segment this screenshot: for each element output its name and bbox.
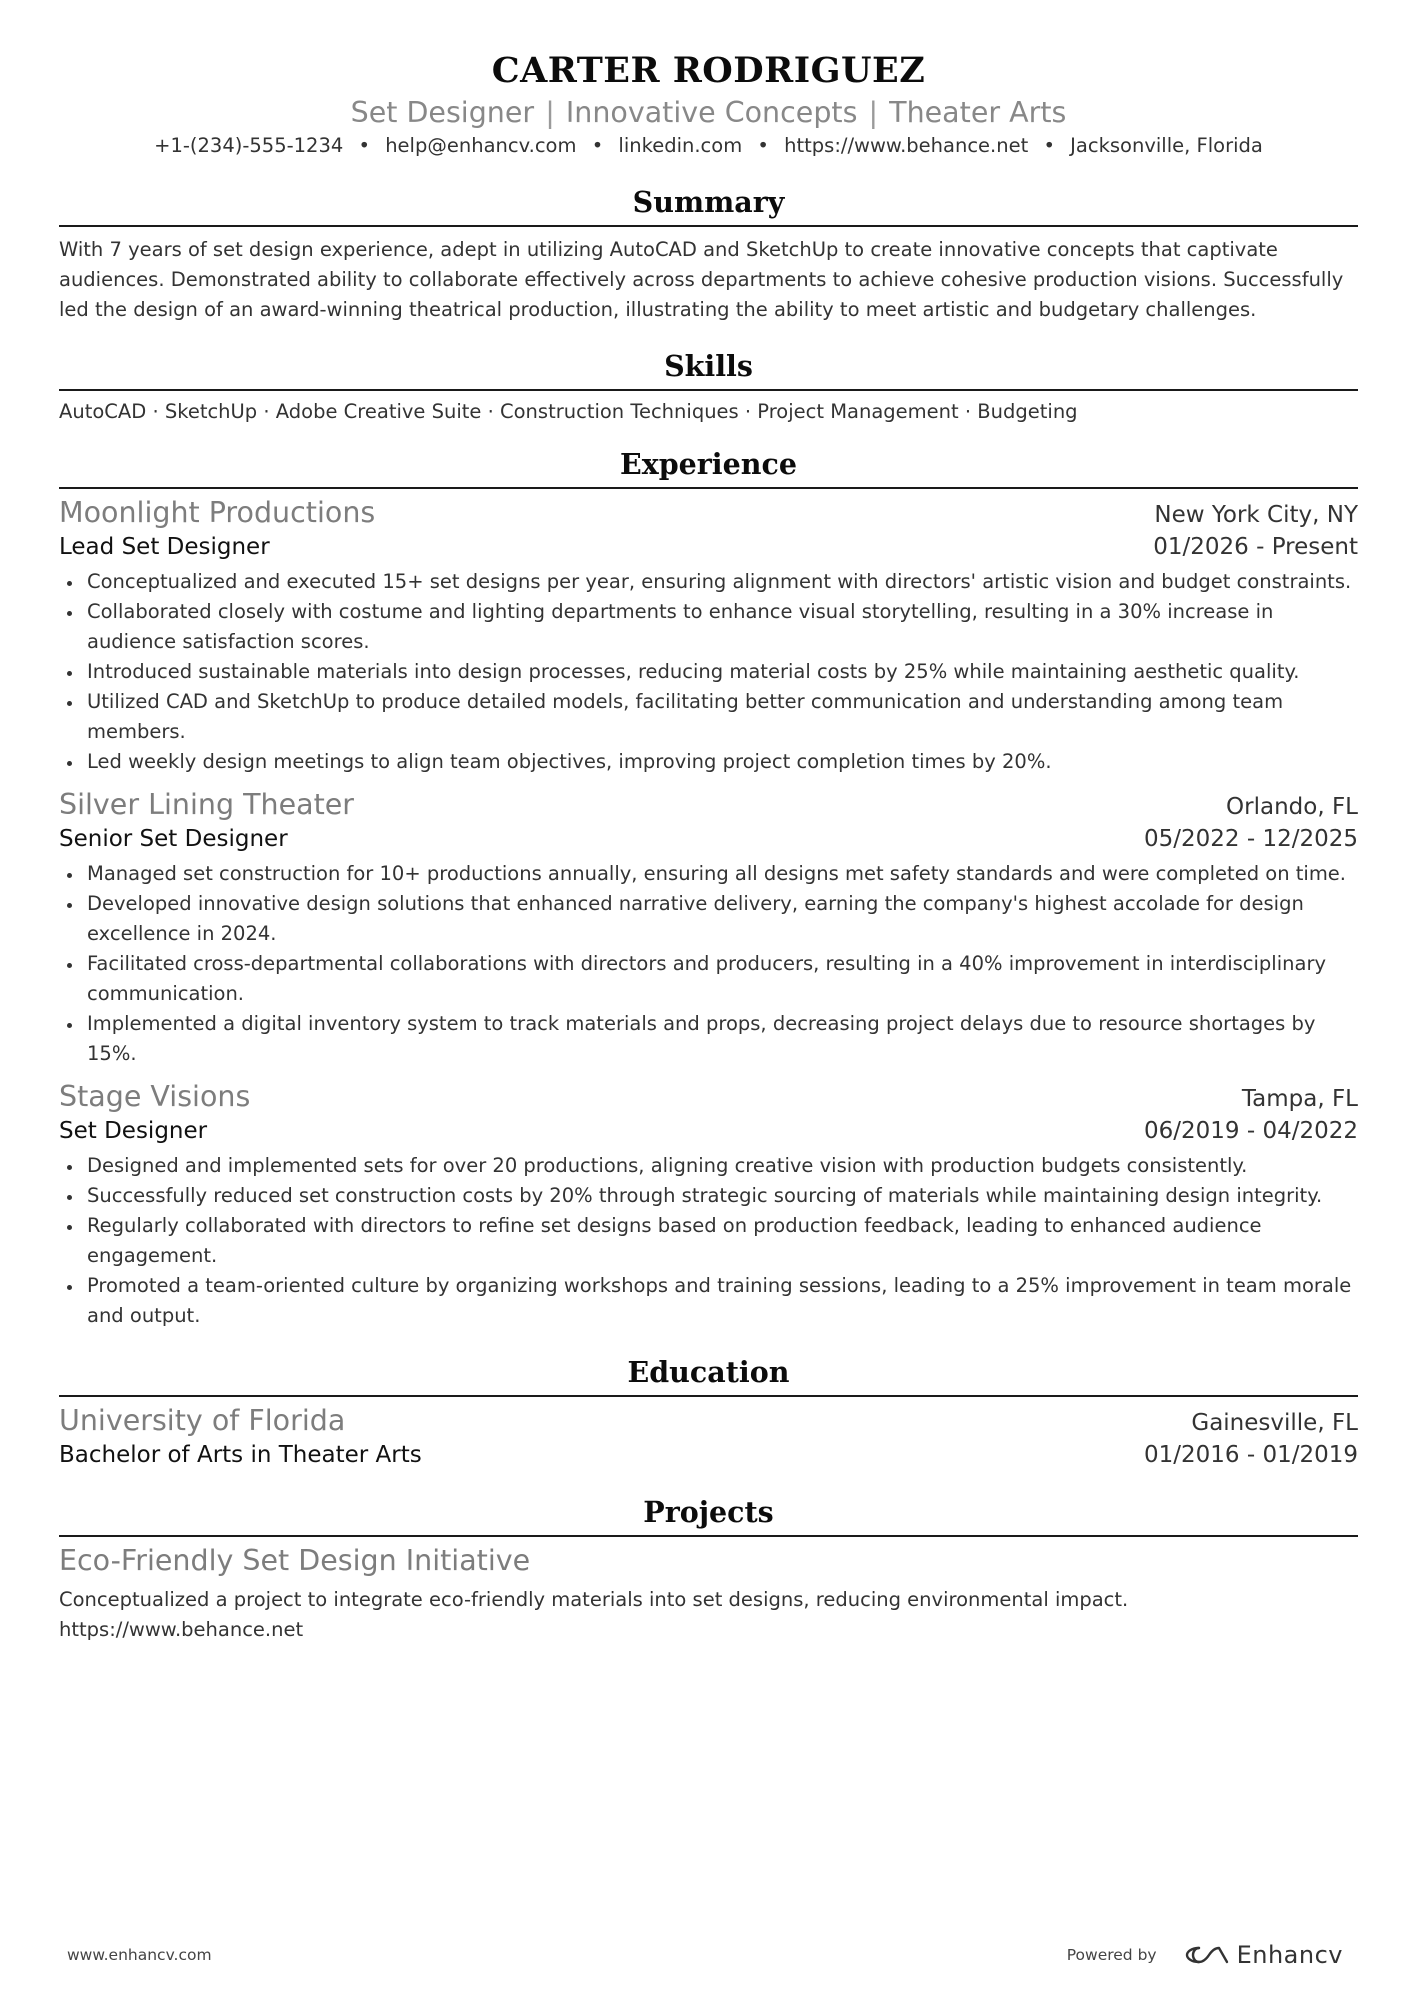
bullet-list (59, 567, 1358, 777)
degree: Bachelor of Arts in Theater Arts (59, 1442, 422, 1468)
page-footer (67, 1941, 1343, 1969)
bullet-item: Led weekly design meetings to align team objectives, improving project completion times by 20%. (59, 747, 1358, 777)
bullet-item: Implemented a digital inventory system to track materials and props, decreasing project delays due to resource shortages by 15%. (59, 1009, 1358, 1069)
bullet-item: Utilized CAD and SketchUp to produce detailed models, facilitating better communication and understanding among team members. (59, 687, 1358, 747)
bullet-item: Promoted a team-oriented culture by organizing workshops and training sessions, leading to a 25% improvement in team morale and output. (59, 1271, 1358, 1331)
section-title-summary: Summary (632, 185, 785, 219)
experience-section (59, 445, 1358, 1331)
contact-location: Jacksonville, Florida (1070, 134, 1263, 157)
project-name: Eco-Friendly Set Design Initiative (59, 1544, 531, 1577)
project-entry (59, 1543, 1358, 1645)
job-location: Tampa, FL (1241, 1086, 1358, 1112)
contact-separator: • (358, 134, 370, 157)
section-divider (59, 1535, 1358, 1537)
contact-separator: • (591, 134, 604, 157)
project-link[interactable]: https://www.behance.net (59, 1618, 304, 1641)
entry-role-row (59, 823, 1358, 855)
section-title-projects: Projects (643, 1495, 774, 1529)
contact-email[interactable]: help@enhancv.com (385, 134, 577, 157)
headline-item: Set Designer (350, 96, 535, 129)
section-title-education: Education (627, 1355, 790, 1389)
section-divider (59, 225, 1358, 227)
bullet-item: Collaborated closely with costume and lighting departments to enhance visual storytelling, resulting in a 30% increase in audience satisfaction scores. (59, 597, 1358, 657)
projects-section (59, 1493, 1358, 1645)
powered-by-label: Powered by (1066, 1946, 1157, 1964)
bullet-item: Designed and implemented sets for over 20 productions, aligning creative vision with production budgets consistently. (59, 1151, 1358, 1181)
summary-text: With 7 years of set design experience, adept in utilizing AutoCAD and SketchUp to create innovative concepts that captivate audiences. Demonstrated ability to collaborate effectively across departments to achieve cohesive production visions. Successfully led the design of an award-winning theatrical production, illustrating the ability to meet artistic and budgetary challenges. (59, 238, 1344, 321)
project-description: Conceptualized a project to integrate eco-friendly materials into set designs, reducing environmental impact. (59, 1588, 1129, 1611)
job-dates: 06/2019 - 04/2022 (1143, 1118, 1358, 1144)
school-name: University of Florida (59, 1404, 346, 1437)
education-entry (59, 1403, 1358, 1471)
bullet-item: Introduced sustainable materials into design processes, reducing material costs by 25% while maintaining aesthetic quality. (59, 657, 1358, 687)
summary-section (59, 183, 1358, 325)
job-location: New York City, NY (1154, 502, 1358, 528)
headline-separator: | (545, 96, 555, 129)
section-title-experience: Experience (620, 447, 797, 481)
contact-linkedin[interactable]: linkedin.com (618, 134, 743, 157)
section-divider (59, 389, 1358, 391)
contact-separator: • (757, 134, 769, 157)
entry-role-row (59, 1115, 1358, 1147)
company-name: Moonlight Productions (59, 496, 376, 529)
section-title-skills: Skills (664, 349, 753, 383)
contact-separator: • (1043, 134, 1055, 157)
experience-entry (59, 495, 1358, 777)
bullet-item: Facilitated cross-departmental collaborations with directors and producers, resulting in a 40% improvement in interdisciplinary communication. (59, 949, 1358, 1009)
section-divider (59, 1395, 1358, 1397)
job-title: Lead Set Designer (59, 534, 270, 560)
bullet-list (59, 1151, 1358, 1331)
bullet-item: Regularly collaborated with directors to refine set designs based on production feedback, leading to enhanced audience engagement. (59, 1211, 1358, 1271)
job-dates: 05/2022 - 12/2025 (1143, 826, 1358, 852)
company-name: Silver Lining Theater (59, 788, 354, 821)
job-title: Senior Set Designer (59, 826, 288, 852)
entry-header-row (59, 1079, 1358, 1115)
company-name: Stage Visions (59, 1080, 251, 1113)
headline (59, 95, 1358, 131)
school-location: Gainesville, FL (1191, 1410, 1358, 1436)
job-location: Orlando, FL (1226, 794, 1358, 820)
bullet-item: Developed innovative design solutions that enhanced narrative delivery, earning the company's highest accolade for design excellence in 2024. (59, 889, 1358, 949)
experience-entry (59, 1079, 1358, 1331)
skills-section (59, 347, 1358, 427)
enhancv-logo-icon (1185, 1944, 1229, 1966)
section-divider (59, 487, 1358, 489)
brand-name: Enhancv (1236, 1941, 1343, 1969)
contact-phone: +1-(234)-555-1234 (154, 134, 344, 157)
entry-header-row (59, 495, 1358, 531)
entry-role-row (59, 531, 1358, 563)
education-section (59, 1353, 1358, 1471)
bullet-item: Managed set construction for 10+ productions annually, ensuring all designs met safety standards and were completed on time. (59, 859, 1358, 889)
job-dates: 01/2026 - Present (1153, 534, 1358, 560)
footer-website[interactable]: www.enhancv.com (67, 1946, 212, 1964)
job-title: Set Designer (59, 1118, 208, 1144)
contact-line (59, 133, 1358, 159)
experience-entry (59, 787, 1358, 1069)
contact-website[interactable]: https://www.behance.net (784, 134, 1029, 157)
powered-by (1067, 1941, 1343, 1969)
entry-role-row (59, 1439, 1358, 1471)
bullet-item: Conceptualized and executed 15+ set designs per year, ensuring alignment with directors' artistic vision and budget constraints. (59, 567, 1358, 597)
entry-header-row (59, 787, 1358, 823)
enhancv-brand[interactable] (1185, 1941, 1343, 1969)
candidate-name: CARTER RODRIGUEZ (491, 50, 926, 91)
headline-item: Innovative Concepts (565, 96, 858, 129)
entry-header-row (59, 1403, 1358, 1439)
bullet-item: Successfully reduced set construction costs by 20% through strategic sourcing of materials while maintaining design integrity. (59, 1181, 1358, 1211)
education-dates: 01/2016 - 01/2019 (1143, 1442, 1358, 1468)
resume-content (59, 48, 1358, 1645)
skills-list: AutoCAD · SketchUp · Adobe Creative Suite · Construction Techniques · Project Management · Budgeting (59, 400, 1078, 423)
headline-separator: | (868, 96, 879, 129)
bullet-list (59, 859, 1358, 1069)
headline-item: Theater Arts (889, 96, 1067, 129)
